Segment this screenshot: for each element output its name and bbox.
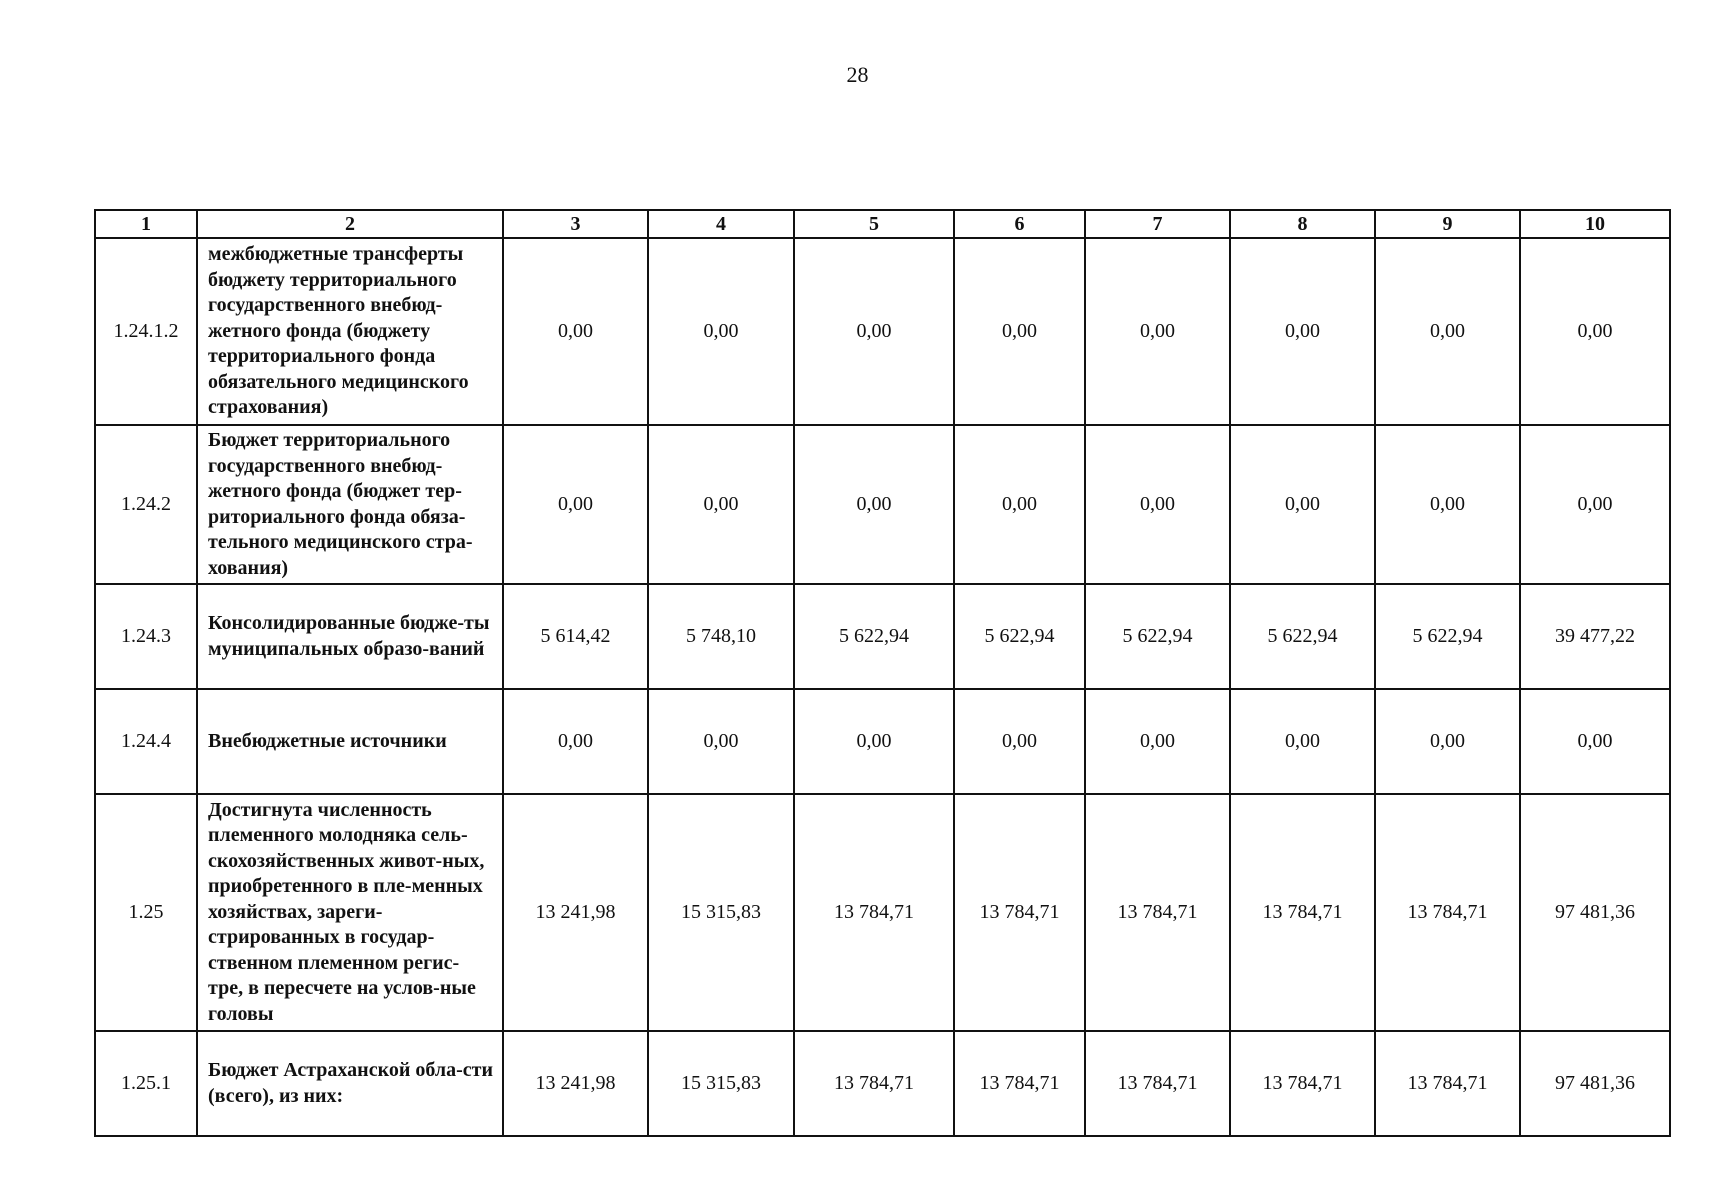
row-value: 0,00 [1520, 689, 1670, 794]
row-value: 0,00 [1230, 689, 1375, 794]
row-value: 5 622,94 [1085, 584, 1230, 689]
column-header: 3 [503, 210, 648, 238]
row-value: 13 784,71 [1085, 794, 1230, 1031]
row-value: 0,00 [1375, 238, 1520, 425]
row-description: Бюджет Астраханской обла-сти (всего), из них: [197, 1031, 503, 1136]
row-value: 0,00 [954, 238, 1085, 425]
row-value: 5 748,10 [648, 584, 794, 689]
row-value: 13 784,71 [794, 1031, 954, 1136]
row-value: 0,00 [1375, 689, 1520, 794]
row-value: 0,00 [648, 238, 794, 425]
row-value: 13 784,71 [1375, 1031, 1520, 1136]
row-value: 0,00 [1520, 425, 1670, 584]
column-header: 1 [95, 210, 197, 238]
row-value: 13 784,71 [1230, 794, 1375, 1031]
row-value: 0,00 [1520, 238, 1670, 425]
row-value: 13 784,71 [794, 794, 954, 1031]
row-value: 13 784,71 [954, 794, 1085, 1031]
column-header: 4 [648, 210, 794, 238]
row-value: 0,00 [503, 425, 648, 584]
row-code: 1.24.1.2 [95, 238, 197, 425]
row-description: Консолидированные бюдже-ты муниципальных образо-ваний [197, 584, 503, 689]
row-value: 13 784,71 [1375, 794, 1520, 1031]
row-value: 5 622,94 [1230, 584, 1375, 689]
row-value: 0,00 [794, 238, 954, 425]
row-value: 0,00 [1085, 238, 1230, 425]
row-description: Внебюджетные источники [197, 689, 503, 794]
row-value: 5 622,94 [954, 584, 1085, 689]
column-header: 9 [1375, 210, 1520, 238]
row-value: 15 315,83 [648, 1031, 794, 1136]
row-value: 0,00 [1085, 425, 1230, 584]
row-value: 0,00 [1085, 689, 1230, 794]
column-header: 2 [197, 210, 503, 238]
row-value: 0,00 [954, 425, 1085, 584]
table-row [95, 1031, 1670, 1136]
column-header: 8 [1230, 210, 1375, 238]
row-code: 1.24.3 [95, 584, 197, 689]
page-number: 28 [846, 62, 869, 87]
row-value: 0,00 [954, 689, 1085, 794]
row-description: Достигнута численность племенного молодняка сель-скохозяйственных живот-ных, приобретенного в пле-менных хозяйствах, зареги-стрированных в государ-ственном племенном регис-тре, в пересчете на услов-ные головы [197, 794, 503, 1031]
row-value: 13 241,98 [503, 794, 648, 1031]
row-value: 0,00 [794, 689, 954, 794]
column-header: 7 [1085, 210, 1230, 238]
row-value: 97 481,36 [1520, 794, 1670, 1031]
row-value: 0,00 [794, 425, 954, 584]
row-value: 0,00 [1230, 425, 1375, 584]
row-code: 1.24.2 [95, 425, 197, 584]
header-row [95, 210, 1670, 238]
table-row [95, 425, 1670, 584]
row-value: 5 622,94 [794, 584, 954, 689]
row-value: 15 315,83 [648, 794, 794, 1031]
row-value: 5 614,42 [503, 584, 648, 689]
data-table [94, 209, 1671, 1137]
row-description: Бюджет территориального государственного внебюд-жетного фонда (бюджет тер-риториального фонда обяза-тельного медицинского стра-хования) [197, 425, 503, 584]
row-value: 0,00 [1375, 425, 1520, 584]
row-value: 0,00 [648, 689, 794, 794]
row-value: 39 477,22 [1520, 584, 1670, 689]
row-value: 0,00 [648, 425, 794, 584]
row-value: 13 784,71 [954, 1031, 1085, 1136]
row-description: межбюджетные трансферты бюджету территориального государственного внебюд-жетного фонда (бюджету территориального фонда обязательного медицинского страхования) [197, 238, 503, 425]
row-code: 1.25.1 [95, 1031, 197, 1136]
column-header: 5 [794, 210, 954, 238]
row-value: 5 622,94 [1375, 584, 1520, 689]
row-value: 13 241,98 [503, 1031, 648, 1136]
table-row [95, 584, 1670, 689]
row-code: 1.24.4 [95, 689, 197, 794]
column-header: 6 [954, 210, 1085, 238]
row-value: 0,00 [503, 689, 648, 794]
row-value: 13 784,71 [1085, 1031, 1230, 1136]
table-row [95, 238, 1670, 425]
row-value: 0,00 [1230, 238, 1375, 425]
table-row [95, 689, 1670, 794]
column-header: 10 [1520, 210, 1670, 238]
row-code: 1.25 [95, 794, 197, 1031]
row-value: 0,00 [503, 238, 648, 425]
row-value: 13 784,71 [1230, 1031, 1375, 1136]
table-row [95, 794, 1670, 1031]
row-value: 97 481,36 [1520, 1031, 1670, 1136]
